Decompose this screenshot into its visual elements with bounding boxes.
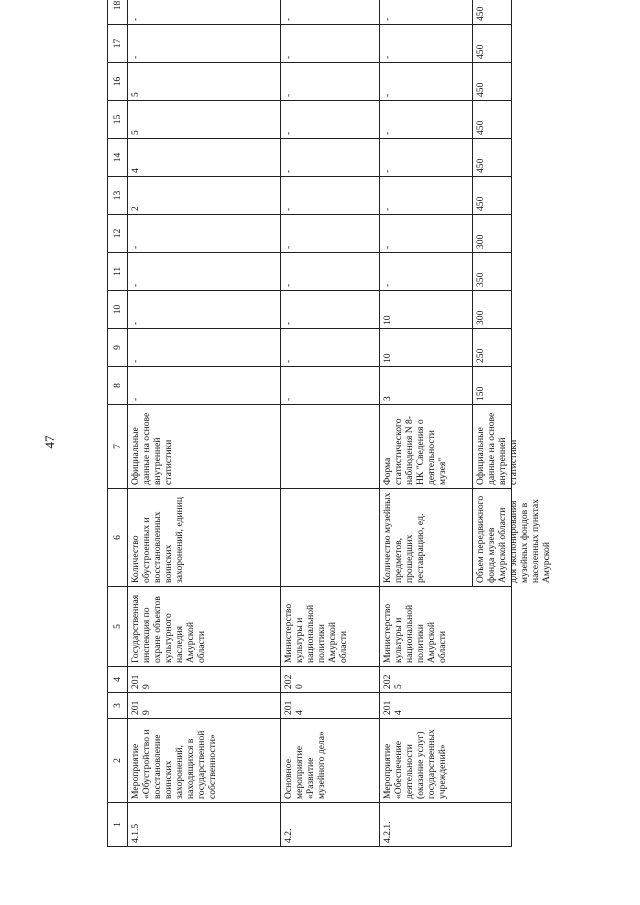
indicator: Объем передвижного фонда музеев Амурской области для экспонирования музейных фондов в населенных пунктах Амурской — [475, 495, 552, 583]
value-group — [380, 139, 512, 177]
data-source: Форма статистического наблюдения N 8-НК "Сведения о деятельности музея" — [380, 405, 473, 488]
col-num-9: 9 — [108, 329, 128, 367]
value-cell: 300 — [475, 234, 486, 249]
value-cell: - — [380, 0, 473, 24]
value-cell: 5 — [128, 63, 281, 101]
value-cell: 450 — [475, 196, 486, 211]
value-cell: - — [281, 177, 380, 215]
col-num-3: 3 — [108, 693, 128, 719]
value-cell: 10 — [380, 329, 473, 366]
value-cell: - — [128, 329, 281, 367]
end-year: 2025 — [380, 667, 512, 693]
value-group — [380, 329, 512, 367]
data-source: Официальные данные на основе внутренней статистики — [475, 412, 519, 485]
table-row — [380, 0, 512, 847]
measure-name: Мероприятие «Обустройство и восстановление воинских захоронений, находящихся в государственной собственности» — [128, 719, 281, 803]
value-cell: - — [281, 253, 380, 291]
value-cell: - — [380, 63, 473, 100]
value-cell: 450 — [475, 120, 486, 135]
col-num-10: 10 — [108, 291, 128, 329]
value-cell: 3 — [380, 367, 473, 404]
value-group — [380, 25, 512, 63]
value-cell: - — [281, 0, 380, 25]
program-table — [107, 0, 552, 847]
col-num-13: 13 — [108, 177, 128, 215]
col-num-1: 1 — [108, 803, 128, 847]
end-year: 2020 — [281, 667, 380, 693]
value-cell: - — [281, 101, 380, 139]
value-cell: 450 — [475, 82, 486, 97]
col-num-7: 7 — [108, 405, 128, 489]
value-cell: - — [380, 253, 473, 290]
value-cell: - — [380, 139, 473, 176]
page-number: 47 — [42, 435, 57, 449]
value-group — [380, 367, 512, 405]
start-year: 2014 — [380, 693, 512, 719]
col-num-11: 11 — [108, 253, 128, 291]
value-group — [380, 177, 512, 215]
indicator: Количество обустроенных и восстановленных воинских захоронений, единиц — [128, 489, 281, 587]
column-number-row — [108, 0, 128, 847]
value-cell: - — [281, 139, 380, 177]
value-group — [380, 63, 512, 101]
col-num-17: 17 — [108, 25, 128, 63]
row-number: 4.2.1. — [380, 803, 512, 847]
table-row — [281, 0, 380, 847]
data-source-group — [380, 405, 519, 489]
col-num-2: 2 — [108, 719, 128, 803]
value-cell: - — [281, 215, 380, 253]
executor: Государственная инспекция по охране объектов культурного наследия Амурской области — [128, 587, 281, 667]
table-wrapper — [107, 0, 552, 847]
executor: Министерство культуры и национальной политики Амурской области — [281, 587, 380, 667]
value-cell: 350 — [475, 272, 486, 287]
col-num-8: 8 — [108, 367, 128, 405]
value-cell: 150 — [475, 386, 486, 401]
value-group — [380, 0, 512, 25]
value-group — [380, 101, 512, 139]
value-cell: - — [281, 63, 380, 101]
data-source — [281, 405, 380, 489]
col-num-18: 18 — [108, 0, 128, 25]
value-cell: - — [128, 291, 281, 329]
col-num-15: 15 — [108, 101, 128, 139]
value-cell: - — [128, 367, 281, 405]
col-num-12: 12 — [108, 215, 128, 253]
value-group — [380, 215, 512, 253]
value-cell: 10 — [380, 291, 473, 328]
value-cell: - — [380, 177, 473, 214]
value-cell: 450 — [475, 158, 486, 173]
end-year: 2019 — [128, 667, 281, 693]
col-num-16: 16 — [108, 63, 128, 101]
executor: Министерство культуры и национальной политики Амурской области — [380, 587, 512, 667]
value-cell: - — [128, 215, 281, 253]
value-cell: 5 — [128, 101, 281, 139]
value-cell: 450 — [475, 6, 486, 21]
value-cell: - — [281, 329, 380, 367]
indicator: Количество музейных предметов, прошедших реставрацию, ед. — [380, 489, 473, 586]
row-number: 4.1.5 — [128, 803, 281, 847]
value-cell: 450 — [475, 44, 486, 59]
col-num-5: 5 — [108, 587, 128, 667]
value-cell: 4 — [128, 139, 281, 177]
indicator-group — [380, 489, 552, 587]
row-number: 4.2. — [281, 803, 380, 847]
value-cell: - — [128, 253, 281, 291]
value-cell: 300 — [475, 310, 486, 325]
value-cell: - — [380, 101, 473, 138]
value-cell: 2 — [128, 177, 281, 215]
value-cell: - — [281, 25, 380, 63]
indicator — [281, 489, 380, 587]
value-cell: - — [380, 25, 473, 62]
start-year: 2014 — [281, 693, 380, 719]
value-cell: - — [380, 215, 473, 252]
start-year: 2019 — [128, 693, 281, 719]
value-cell: - — [281, 291, 380, 329]
col-num-14: 14 — [108, 139, 128, 177]
value-group — [380, 253, 512, 291]
measure-name: Мероприятие «Обеспечение деятельности (оказание услуг) государственных учреждений» — [380, 719, 512, 803]
col-num-6: 6 — [108, 489, 128, 587]
value-group — [380, 291, 512, 329]
table-row — [128, 0, 281, 847]
value-cell: - — [128, 0, 281, 25]
value-cell: 250 — [475, 348, 486, 363]
data-source: Официальные данные на основе внутренней статистики — [128, 405, 281, 489]
value-cell: - — [281, 367, 380, 405]
value-cell: - — [128, 25, 281, 63]
measure-name: Основное мероприятие «Развитие музейного дела» — [281, 719, 380, 803]
col-num-4: 4 — [108, 667, 128, 693]
